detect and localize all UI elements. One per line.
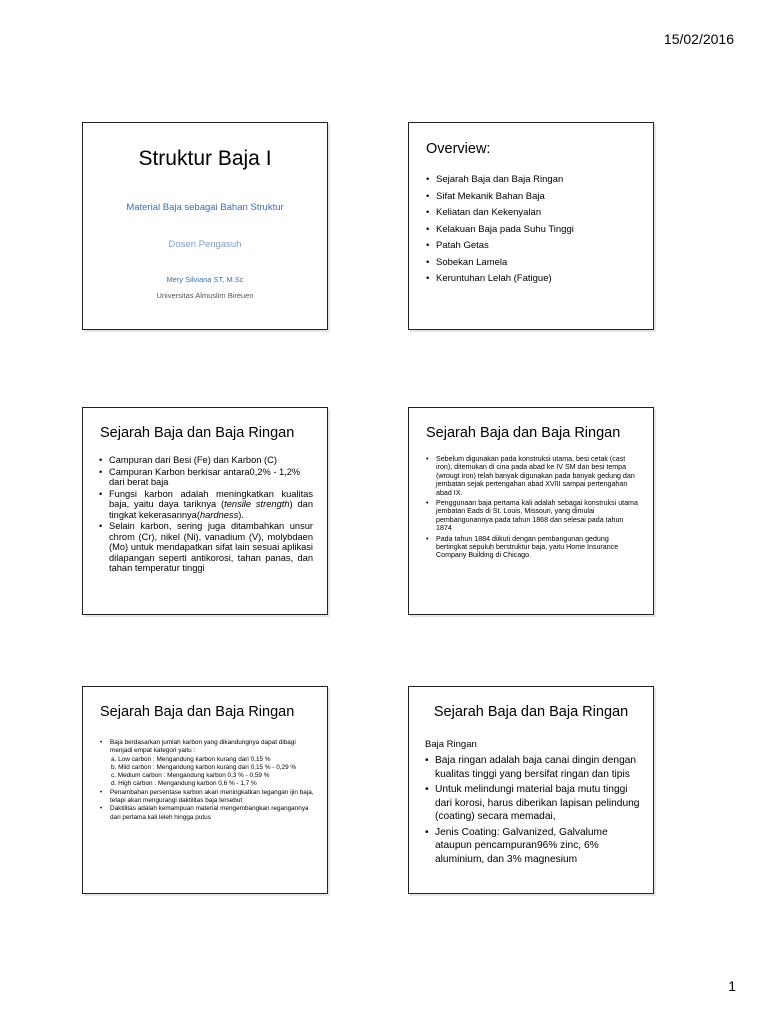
list-item: • Patah Getas — [426, 240, 574, 251]
list-item: • Keliatan dan Kekenyalan — [426, 207, 574, 218]
list-item: • Campuran dari Besi (Fe) dan Karbon (C) — [99, 455, 313, 466]
list-item: • Untuk melindungi material baja mutu tinggi dari korosi, harus diberikan lapisan pelindung (coating) secara memadai, — [425, 783, 643, 824]
list-item: • Baja berdasarkan jumlah karbon yang dikandungnya dapat dibagi menjadi empat kategori yaitu : — [100, 739, 317, 756]
bullet-list — [100, 739, 317, 822]
list-item: • Sebelum digunakan pada konstruksi utama, besi cetak (cast iron), ditemukan di cina pada abad ke IV SM dan besi tempa (wrougt iron) telah banyak digunakan pada banyak gedung dan jembatan sejak pertengahan abad XVIII sampai pertengahan abad IX. — [426, 455, 640, 497]
sub-item: d. High carbon : Mengandung karbon 0,6 % - 1,7 % — [111, 780, 257, 788]
sub-item: b. Mild carbon : Mengandung karbon kurang dari 0,15 % - 0,29 % — [111, 763, 297, 771]
list-item: • Daktilitas adalah kemampuan material mengembangkan regangannya dari pertama kali leleh hingga putus — [100, 805, 317, 822]
bullet-list — [426, 455, 640, 562]
list-item: • Campuran Karbon berkisar antara0,2% - 1,2% dari berat baja — [99, 467, 313, 488]
bullet-list — [425, 754, 643, 868]
list-item: • Keruntuhan Lelah (Fatigue) — [426, 273, 574, 284]
list-item: • Kelakuan Baja pada Suhu Tinggi — [426, 224, 574, 235]
slide-title — [82, 122, 328, 330]
text-run: ). — [238, 509, 244, 520]
list-item: • Selain karbon, sering juga ditambahkan unsur chrom (Cr), nikel (Ni), vanadium (V), molybdaen (Mo) untuk mendapatkan sifat lain sesuai aplikasi dilapangan seperti antikorosi, tahan panas, dan tahan temperatur tinggi — [99, 521, 313, 574]
bullet-list — [99, 455, 313, 575]
slide-heading: Sejarah Baja dan Baja Ringan — [100, 704, 295, 720]
emphasis-text: tensile strength — [224, 499, 290, 509]
list-item: • Penambahan persentase karbon akan meningkatkan tegangan ijin baja, tetapi akan mengurangi daktilitas baja tersebut — [100, 789, 317, 806]
dosen-label: Dosen Pengasuh — [168, 239, 242, 250]
print-date: 15/02/2016 — [663, 31, 734, 47]
university-name: Universitas Almuslim Bireuen — [156, 291, 254, 300]
slide-heading: Sejarah Baja dan Baja Ringan — [426, 425, 621, 441]
list-item: • Jenis Coating: Galvanized, Galvalume ataupun pencampuran96% zinc, 6% aluminium, dan 3% magnesium — [425, 826, 643, 867]
slide-overview — [408, 122, 654, 330]
page-number: 1 — [728, 978, 736, 994]
sub-item: a. Low carbon : Mengandung karbon kurang dari 0,15 % — [111, 755, 271, 763]
overview-list — [426, 174, 574, 290]
list-item: • Sejarah Baja dan Baja Ringan — [426, 174, 574, 185]
emphasis-text: hardness — [199, 509, 239, 520]
slide-sejarah-2 — [408, 407, 654, 615]
course-title: Struktur Baja I — [138, 147, 272, 170]
slide-heading: Sejarah Baja dan Baja Ringan — [433, 704, 629, 720]
slide-baja-ringan — [408, 686, 654, 894]
list-item: • Penggunaan baja pertama kali adalah sebagai konstruksi utama jembatan Eads di St. Louis, Missouri, yang dimulai pembangunannya pada tahun 1868 dan selesai pada tahun 1874 — [426, 499, 640, 533]
list-item — [99, 489, 313, 521]
slide-heading: Overview: — [426, 141, 491, 157]
sub-item: c. Medium carbon : Mengandung karbon 0,3 % - 0,59 % — [111, 772, 270, 780]
slide-sejarah-3 — [82, 686, 328, 894]
text-run: Fungsi karbon adalah meningkatkan kualitas baja, yaitu daya tariknya ( — [109, 488, 313, 509]
list-item: • Pada tahun 1884 diikuti dengan pembangunan gedung bertingkat sepuluh berstruktur baja, yaitu Home Insurance Company Building di Chicago. — [426, 535, 640, 560]
text-run: ) dan tingkat kekerasannya( — [109, 499, 313, 520]
list-item: • Sobekan Lamela — [426, 257, 574, 268]
lecturer-name: Mery Silviana ST, M.Sc — [166, 275, 244, 284]
course-subtitle: Material Baja sebagai Bahan Struktur — [126, 202, 284, 213]
slide-sejarah-1 — [82, 407, 328, 615]
slide-heading: Sejarah Baja dan Baja Ringan — [100, 425, 295, 441]
list-item: • Sifat Mekanik Bahan Baja — [426, 191, 574, 202]
section-heading: Baja Ringan — [425, 739, 477, 750]
list-item: • Baja ringan adalah baja canai dingin dengan kualitas tinggi yang bersifat ringan dan tipis — [425, 754, 643, 781]
